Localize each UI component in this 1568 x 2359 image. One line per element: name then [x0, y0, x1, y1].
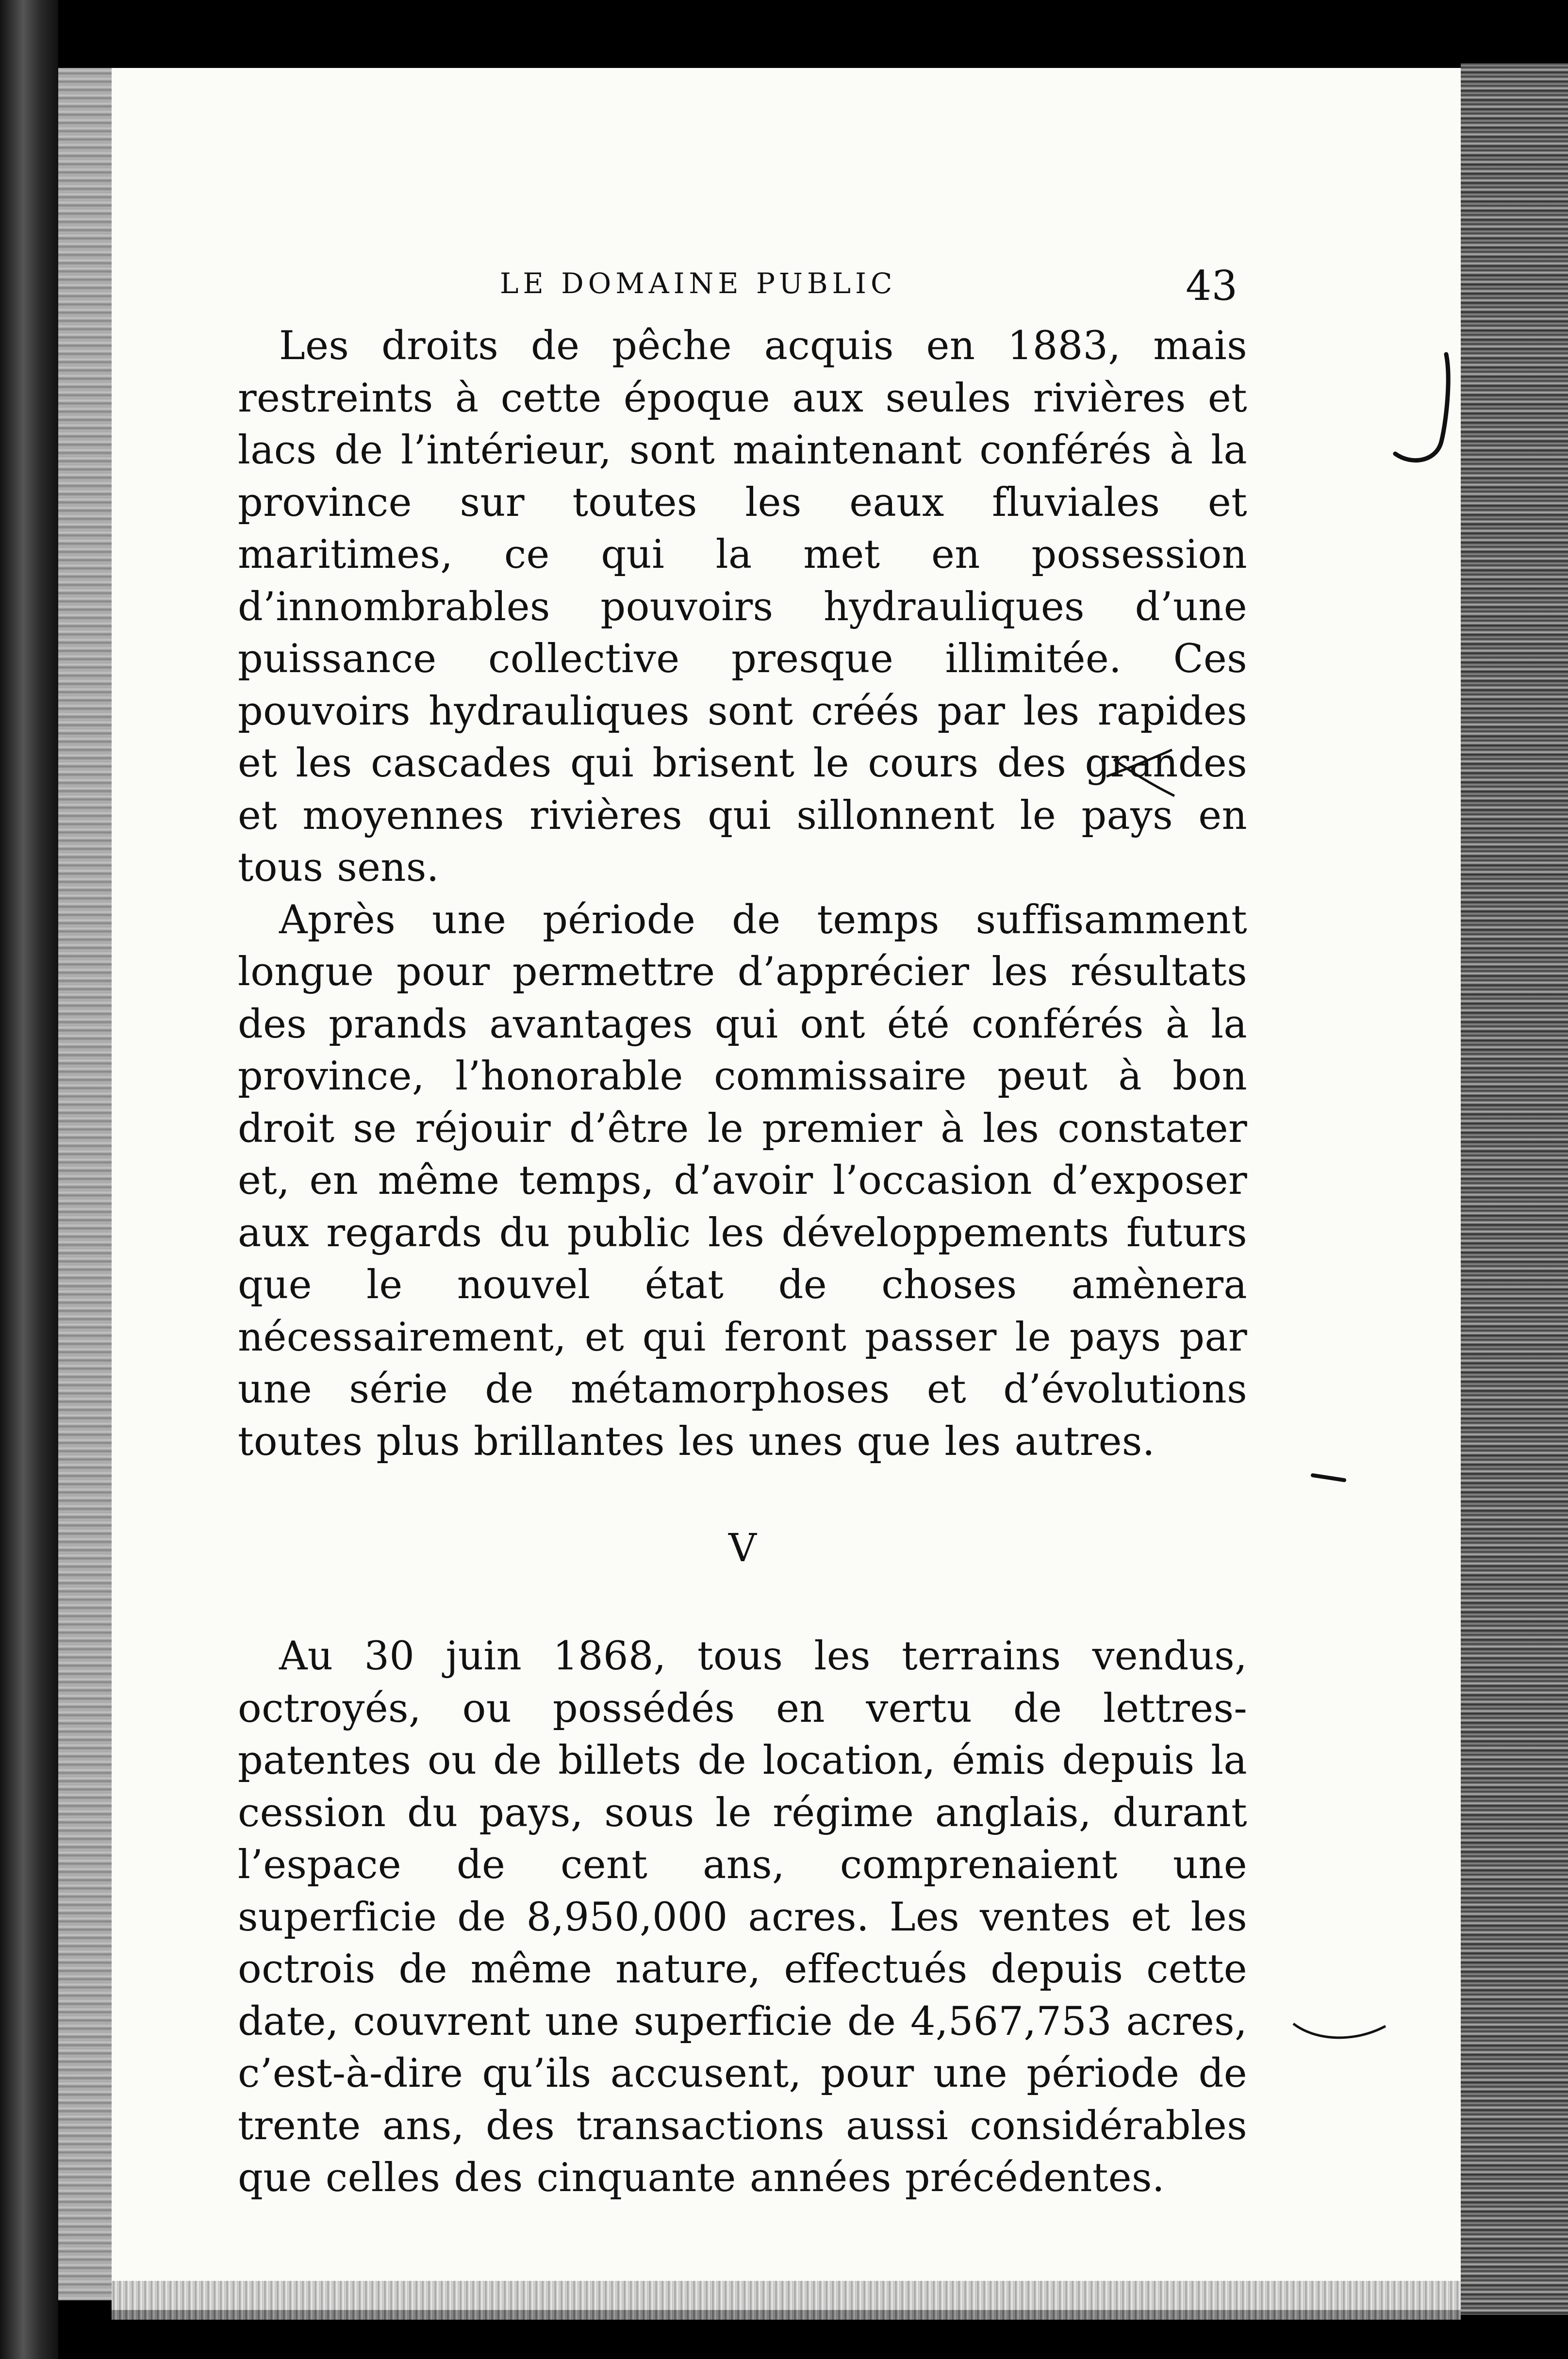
page-bottom-edge: [112, 2281, 1461, 2320]
page-right-edge: [1461, 63, 1568, 2315]
margin-bracket-mark: [1393, 349, 1461, 476]
paragraph-1: Les droits de pêche acquis en 1883, mais restreints à cette époque aux seules rivières et lacs de l’intérieur, sont maintenant conférés à la province sur toutes les eaux fluviales et maritimes, ce qui la met en possession d’innombrables pouvoirs hydrauliques d’une puissance collective presque illimitée. Ces pouvoirs hydrauliques sont créés par les rapides et les cascades qui brisent le cours des grandes et moyennes rivières qui sillonnent le pays en tous sens.: [238, 323, 1247, 891]
running-title: LE DOMAINE PUBLIC: [500, 267, 897, 300]
page-number: 43: [1186, 262, 1238, 310]
section-paragraph-1: Au 30 juin 1868, tous les terrains vendus, octroyés, ou possédés en vertu de lettres-patentes ou de billets de location, émis depuis la cession du pays, sous le régime anglais, durant l’espace de cent ans, comprenaient une superficie de 8,950,000 acres. Les ventes et les octrois de même nature, effectués depuis cette date, couvrent une superficie de 4,567,753 acres, c’est-à-dire qu’ils accusent, pour une période de trente ans, des transactions aussi considérables que celles des cinquante années précédentes.: [238, 1633, 1247, 2201]
section-heading: V: [728, 1525, 757, 1570]
scanner-left-bar: [0, 0, 58, 2359]
margin-dash-mark: [1310, 1470, 1349, 1485]
page-left-edge: [58, 68, 112, 2300]
paragraph-2: Après une période de temps suffisamment longue pour permettre d’apprécier les résultats des prands avantages qui ont été conférés à la province, l’honorable commissaire peut à bon droit se réjouir d’être le premier à les constater et, en même temps, d’avoir l’occasion d’exposer aux regards du public les développements futurs que le nouvel état de choses amènera nécessairement, et qui feront passer le pays par une série de métamorphoses et d’évolutions toutes plus brillantes les unes que les autres.: [238, 897, 1247, 1465]
page-content: [238, 262, 1247, 2205]
margin-curve-mark: [1291, 2019, 1388, 2048]
pencil-cross-mark: [1102, 747, 1179, 801]
running-head: [238, 262, 1247, 320]
